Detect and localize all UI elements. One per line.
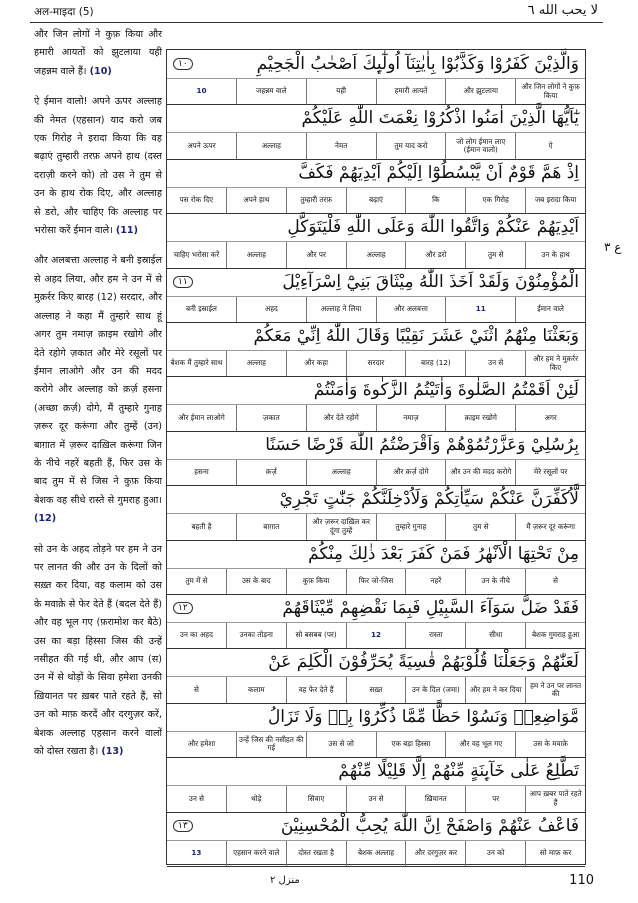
word-meaning-cell: सिवाए (286, 786, 346, 811)
word-meaning-cell: और झुटलाया (445, 79, 515, 104)
word-meaning-cell: और ज़रूर दाख़िल कर दूंगा तुम्हें (306, 514, 376, 539)
word-meaning-cell: जो लोग ईमान लाए (ईमान वालो) (445, 133, 515, 158)
word-meaning-row (167, 460, 585, 486)
arabic-text: يٰٓاَيُّهَا الَّذِيْنَ اٰمَنُوا اذْكُرُوْا نِعْمَتَ اللّٰهِ عَلَيْكُمْ (301, 108, 579, 129)
arabic-line (167, 213, 585, 242)
word-meaning-cell: सख़्त (346, 677, 406, 702)
word-meaning-cell: ईमान वाले (515, 297, 585, 322)
word-meaning-cell: बेशक गुमराह हुआ (525, 623, 585, 648)
word-meaning-cell: 12 (346, 623, 406, 648)
word-meaning-cell: बढ़ाएं (346, 188, 406, 213)
word-meaning-cell: और देते रहोगे (306, 405, 376, 430)
juz-title: لا يحب الله ٦ (527, 3, 598, 18)
word-meaning-cell: फिर जो-जिस (346, 569, 406, 594)
manzil-label: منزل ٢ (270, 875, 300, 886)
word-meaning-cell: हम ने उन पर लानत की (525, 677, 585, 702)
translation-text: और जिन लोगों ने कुफ़ किया और हमारी आयतों को झुटलाया यही जहन्नम वाले हैं। (34, 29, 162, 77)
arabic-text: تَطَّلِعُ عَلٰى خَآىِٕنَةٍ مِّنْهُمْ اِلَّا قَلِيْلًا مِّنْهُمْ (338, 761, 579, 782)
word-meaning-cell: यही (306, 79, 376, 104)
word-meaning-cell: और हम ने कर दिया (465, 677, 525, 702)
ayah-marker: ١٢ (173, 602, 193, 614)
ruku-marker: ع ٣ (604, 240, 622, 254)
arabic-line (167, 159, 585, 188)
word-meaning-cell: चाहिए भरोसा करें (173, 249, 220, 259)
arabic-text: وَالَّذِيْنَ كَفَرُوْا وَكَذَّبُوْا بِاٰيٰتِنَآ اُولٰٓىِٕكَ اَصْحٰبُ الْجَحِيْمِ (256, 54, 579, 74)
word-meaning-cell: सीधा (465, 623, 525, 648)
arabic-text: اَيْدِيَهُمْ عَنْكُمْ وَاتَّقُوا اللّٰهَ وَعَلَى اللّٰهِ فَلْيَتَوَكَّلِ (287, 217, 579, 238)
word-meaning-cell: उस के बाद (226, 569, 286, 594)
word-meaning-cell: बहती है (191, 521, 212, 531)
arabic-line (167, 485, 585, 514)
word-meaning-cell: सरदार (346, 351, 406, 376)
word-meaning-cell: अहद (236, 297, 306, 322)
word-meaning-cell: एहसान करने वाले (226, 841, 286, 866)
verse-number: (11) (115, 225, 138, 237)
word-meaning-cell: एक बड़ा हिस्सा (376, 732, 446, 757)
arabic-text: اِذْ هَمَّ قَوْمٌ اَنْ يَّبْسُطُوْٓا اِلَيْكُمْ اَيْدِيَهُمْ فَكَفَّ (298, 162, 579, 183)
word-meaning-cell: नहरें (405, 569, 465, 594)
word-meaning-cell: उन के दिल (जमा) (405, 677, 465, 702)
word-meaning-cell: उन से (346, 786, 406, 811)
word-meaning-cell: जहन्नम वाले (236, 79, 306, 104)
word-meaning-cell: बनी इस्राईल (185, 304, 217, 314)
word-meaning-row (167, 242, 585, 268)
arabic-text: مَّوَاضِعِهٖ وَنَسُوْا حَظًّا مِّمَّا ذُكِّرُوْا بِهٖ وَلَا تَزَالُ (267, 706, 579, 727)
translation-column (34, 26, 162, 860)
translation-paragraph (34, 93, 162, 240)
word-meaning-cell: ख़ियानत (405, 786, 465, 811)
arabic-line (167, 703, 585, 732)
word-meaning-row (167, 188, 585, 214)
word-meaning-cell: ज़कात (236, 405, 306, 430)
word-meaning-cell: से (525, 569, 585, 594)
word-meaning-cell: उस के मवाक़े (515, 732, 585, 757)
word-meaning-cell: अल्लाह (226, 242, 286, 267)
page-number: 110 (569, 873, 594, 888)
ayah-marker: ١١ (173, 276, 193, 288)
verse-number: (12) (34, 513, 57, 525)
word-meaning-cell: पस रोक दिए (179, 195, 214, 205)
arabic-line (167, 648, 585, 677)
arabic-line (167, 757, 585, 786)
word-meaning-cell: उन्हें जिस की नसीहत की गई (236, 732, 306, 757)
word-meaning-cell: उन के हाथ (525, 242, 585, 267)
word-meaning-row (167, 405, 585, 431)
word-meaning-row (167, 569, 585, 595)
word-meaning-cell: 13 (191, 848, 202, 858)
word-meaning-cell: उस से जो (306, 732, 376, 757)
surah-title: अल-माइदा (5) (34, 6, 94, 18)
word-meaning-row (167, 623, 585, 649)
word-meaning-cell: अगर (515, 405, 585, 430)
word-meaning-row (167, 79, 585, 105)
word-by-word-grid (166, 49, 586, 865)
word-meaning-cell: वह फेर देते हैं (286, 677, 346, 702)
word-meaning-cell: जब इरादा किया (525, 188, 585, 213)
word-meaning-cell: और वह भूल गए (445, 732, 515, 757)
word-meaning-cell: अपने ऊपर (187, 140, 216, 150)
arabic-text: لَّاُكَفِّرَنَّ عَنْكُمْ سَيِّاٰتِكُمْ وَلَاُدْخِلَنَّكُمْ جَنّٰتٍ تَجْرِيْ (279, 489, 579, 510)
word-meaning-cell: हमारी आयतें (376, 79, 446, 104)
word-meaning-cell: और पर (286, 242, 346, 267)
arabic-text: لَعَنّٰهُمْ وَجَعَلْنَا قُلُوْبَهُمْ قٰسِيَةً يُحَرِّفُوْنَ الْكَلِمَ عَنْ (268, 652, 579, 673)
word-meaning-cell: रास्ता (405, 623, 465, 648)
arabic-text: الْمُؤْمِنُوْنَ وَلَقَدْ اَخَذَ اللّٰهُ مِيْثَاقَ بَنِيْٓ اِسْرَآءِيْلَ (282, 271, 579, 292)
header-divider (30, 22, 603, 23)
word-meaning-cell: तुम्हारी तरफ़ (286, 188, 346, 213)
word-meaning-cell: तुम से (445, 514, 515, 539)
word-meaning-cell: सो बसबब (पर) (286, 623, 346, 648)
word-meaning-cell: और जिन लोगों ने कुफ़ किया (515, 79, 585, 104)
word-meaning-cell: सो माफ़ कर (525, 841, 585, 866)
arabic-line (167, 322, 585, 351)
word-meaning-cell: और उन की मदद करोगे (445, 460, 515, 485)
word-meaning-cell: अल्लाह (306, 460, 376, 485)
word-meaning-cell: दोस्त रखता है (286, 841, 346, 866)
arabic-text: فَقَدْ ضَلَّ سَوَآءَ السَّبِيْلِ فَبِمَا نَقْضِهِمْ مِّيْثَاقَهُمْ (282, 598, 579, 618)
word-meaning-cell: कलाम (226, 677, 286, 702)
word-meaning-cell: और अलबत्ता (376, 297, 446, 322)
word-meaning-cell: उन को (465, 841, 525, 866)
word-meaning-row (167, 297, 585, 323)
word-meaning-cell: उन से (465, 351, 525, 376)
word-meaning-cell: उन से (188, 793, 204, 803)
word-meaning-cell: ऐ (515, 133, 585, 158)
word-meaning-cell: बारह (12) (405, 351, 465, 376)
word-meaning-cell: बेशक अल्लाह (346, 841, 406, 866)
word-meaning-cell: नमाज़ (376, 405, 446, 430)
ayah-marker: ١٣ (173, 820, 193, 832)
word-meaning-cell: बेशक मैं तुम्हारे साथ (170, 358, 223, 368)
arabic-line (167, 376, 585, 405)
word-meaning-cell: और ईमान लाओगे (178, 412, 225, 422)
word-meaning-cell: अल्लाह (226, 351, 286, 376)
arabic-line (167, 812, 585, 841)
word-meaning-row (167, 677, 585, 703)
word-meaning-cell: अल्लाह ने लिया (306, 297, 376, 322)
arabic-text: لَئِنْ اَقَمْتُمُ الصَّلٰوةَ وَاٰتَيْتُمُ الزَّكٰوةَ وَاٰمَنْتُمْ (313, 380, 579, 401)
word-meaning-cell: पर (465, 786, 525, 811)
word-meaning-cell: और डरो (405, 242, 465, 267)
word-meaning-row (167, 786, 585, 812)
word-meaning-cell: तुम से (465, 242, 525, 267)
word-meaning-cell: तुम्हारे गुनाह (376, 514, 446, 539)
word-meaning-cell: 10 (196, 86, 207, 96)
word-meaning-row (167, 732, 585, 758)
arabic-line (167, 540, 585, 569)
word-meaning-row (167, 351, 585, 377)
translation-text: सो उन के अहद तोड़ने पर हम ने उन पर लानत की और उन के दिलों को सख़्त कर दिया, वह कलाम को उस के मवाक़े से फेर देते हैं (बदल देते हैं) और वह भूल गए (फ़रामोश कर बैठे) उस का बड़ा हिस्सा जिस की उन्हें नसीहत की गई थी, और आप (स) उन में से थोड़ों के सिवा हमेशा उनकी ख़ियानत पर ख़बर पाते रहते हैं, सो उन को माफ़ करदें और दरगुज़र करें, बेशक अल्लाह एहसान करने वालों को दोस्त रखता है। (34, 543, 162, 758)
translation-text: और अलबत्ता अल्लाह ने बनी इस्राईल से अहद लिया, और हम ने उन में से मुक़र्रर किए बारह (12) सरदार, और अल्लाह ने कहा मैं तुम्हारे साथ हूं अगर तुम नमाज़ क़ाइम रखोगे और देते रहोगे ज़कात और मेरे रसूलों पर ईमान लाओगे और उन की मदद करोगे और अल्लाह को क़र्ज़ हसना (अच्छा क़र्ज़) दोगे, मैं तुम्हारे गुनाह ज़रूर दूर करूंगा और तुम्हें (उन) बाग़ात में ज़रूर दाख़िल करूंगा जिन के नीचे नहरें बहती हैं, फिर उस के बाद तुम में से जिस ने कुफ़ किया बेशक वह सीधे रास्ते से गुमराह हुआ। (34, 255, 162, 506)
arabic-text: بِرُسُلِيْ وَعَزَّرْتُمُوْهُمْ وَاَقْرَضْتُمُ اللّٰهَ قَرْضًا حَسَنًا (265, 434, 579, 455)
ayah-marker: ١٠ (173, 58, 193, 70)
word-meaning-cell: कि (405, 188, 465, 213)
word-meaning-cell: बाग़ात (236, 514, 306, 539)
word-meaning-cell: मैं ज़रूर दूर करूंगा (515, 514, 585, 539)
word-meaning-cell: और कहा (286, 351, 346, 376)
word-meaning-cell: 11 (445, 297, 515, 322)
word-meaning-cell: अपने हाथ (226, 188, 286, 213)
word-meaning-cell: तुम याद करो (376, 133, 446, 158)
translation-paragraph (34, 252, 162, 528)
word-meaning-cell: और दरगुज़र कर (405, 841, 465, 866)
word-meaning-cell: और क़र्ज़ दोगे (376, 460, 446, 485)
translation-paragraph (34, 541, 162, 762)
word-meaning-cell: तुम में से (185, 576, 208, 586)
word-meaning-cell: क़ाइम रखोगे (445, 405, 515, 430)
translation-paragraph (34, 26, 162, 81)
arabic-text: مِنْ تَحْتِهَا الْاَنْهٰرُ فَمَنْ كَفَرَ بَعْدَ ذٰلِكَ مِنْكُمْ (308, 543, 579, 564)
arabic-line (167, 431, 585, 460)
word-meaning-cell: एक गिरोह (465, 188, 525, 213)
word-meaning-cell: उनका तोड़ना (226, 623, 286, 648)
word-meaning-cell: कुफ़ किया (286, 569, 346, 594)
verse-number: (13) (101, 746, 124, 758)
arabic-text: فَاعْفُ عَنْهُمْ وَاصْفَحْ اِنَّ اللّٰهَ يُحِبُّ الْمُحْسِنِيْنَ (280, 815, 579, 836)
word-meaning-cell: मेरे रसूलों पर (515, 460, 585, 485)
arabic-line (167, 50, 585, 79)
translation-text: ऐ ईमान वालो! अपने ऊपर अल्लाह की नेमत (एहसान) याद करो जब एक गिरोह ने इरादा किया कि वह बढ़ाएं तुम्हारी तरफ़ अपने हाथ (दस्त दराज़ी करने को) तो उस ने तुम से उन के हाथ रोक दिए, और अल्लाह से डरो, और चाहिए कि अल्लाह पर भरोसा करें ईमान वाले। (34, 96, 162, 237)
word-meaning-row (167, 133, 585, 159)
word-meaning-cell: थोड़े (226, 786, 286, 811)
verse-number: (10) (89, 65, 112, 77)
word-meaning-row (167, 514, 585, 540)
word-meaning-row (167, 841, 585, 867)
word-meaning-cell: अल्लाह (236, 133, 306, 158)
arabic-text: وَبَعَثْنَا مِنْهُمُ اثْنَيْ عَشَرَ نَقِيْبًا وَقَالَ اللّٰهُ اِنِّيْ مَعَكُمْ (253, 326, 579, 346)
arabic-line (167, 594, 585, 623)
word-meaning-cell: हसना (194, 467, 209, 477)
word-meaning-cell: नेमत (306, 133, 376, 158)
word-meaning-cell: उन के नीचे (465, 569, 525, 594)
word-meaning-cell: अल्लाह (346, 242, 406, 267)
arabic-line (167, 104, 585, 133)
word-meaning-cell: क़र्ज़ (236, 460, 306, 485)
word-meaning-cell: उन का अहद (179, 630, 213, 640)
arabic-line (167, 268, 585, 297)
word-meaning-cell: आप ख़बर पाते रहते हैं (525, 786, 585, 811)
word-meaning-cell: और हम ने मुक़र्रर किए (525, 351, 585, 376)
word-meaning-cell: और हमेशा (187, 739, 216, 749)
word-meaning-cell: से (193, 684, 199, 694)
